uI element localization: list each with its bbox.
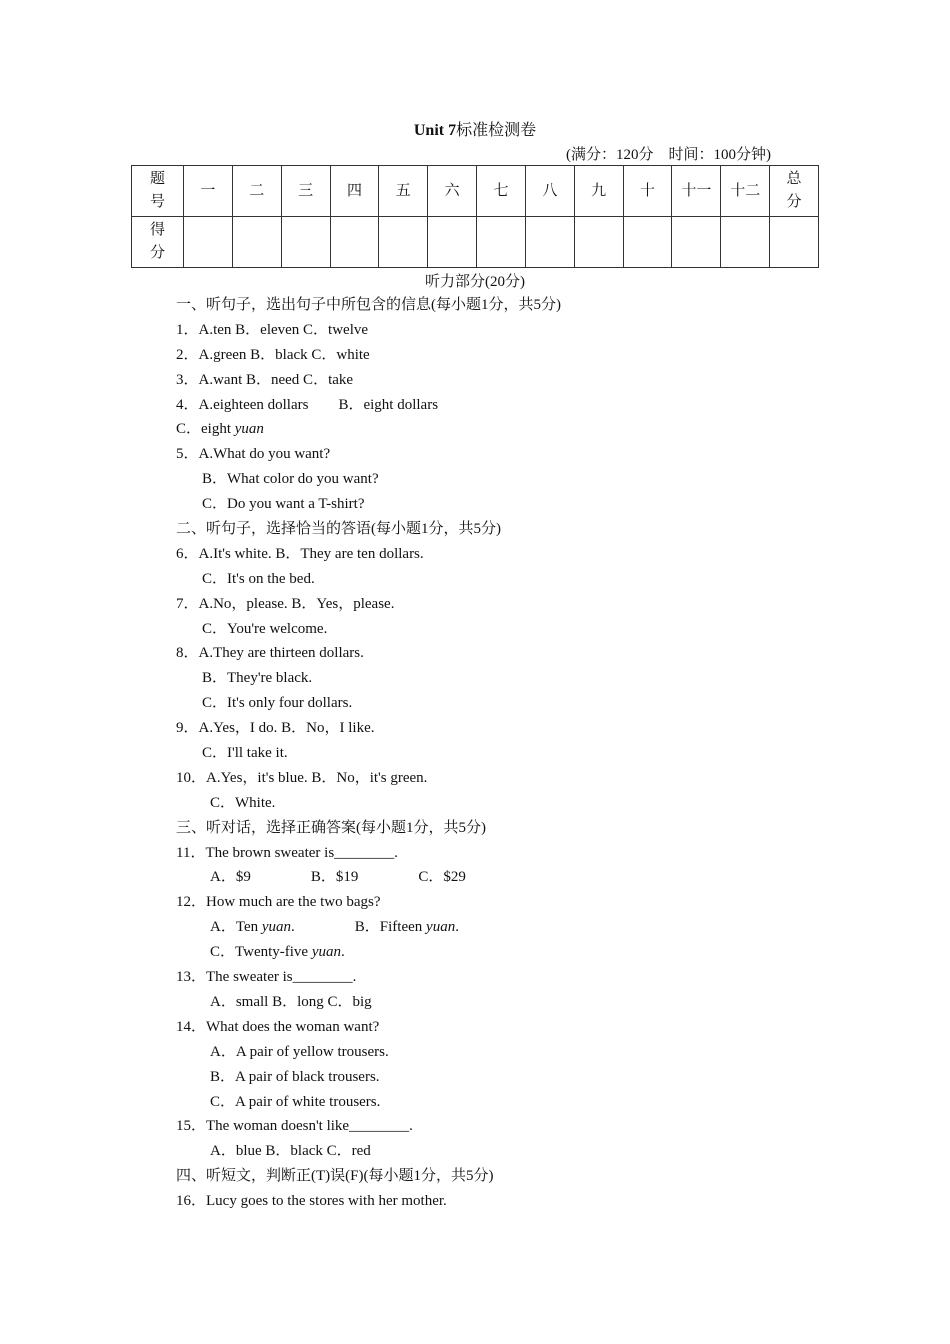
column-header: 一 bbox=[184, 166, 233, 217]
question-line: 16．Lucy goes to the stores with her mother. bbox=[176, 1193, 447, 1210]
section-heading: 三、听对话，选择正确答案(每小题1分，共5分) bbox=[176, 819, 486, 836]
score-cell bbox=[623, 217, 672, 268]
score-table-header-row bbox=[132, 166, 819, 217]
exam-meta: (满分：120分 时间：100分钟) bbox=[566, 147, 771, 163]
question-list bbox=[176, 293, 816, 1214]
question-line: C．A pair of white trousers. bbox=[210, 1093, 381, 1110]
question-line: 12．How much are the two bags? bbox=[176, 894, 381, 911]
question-line: A．$9 B．$19 C．$29 bbox=[210, 869, 466, 886]
question-line: 3．A.want B．need C．take bbox=[176, 371, 354, 388]
score-cell bbox=[330, 217, 379, 268]
score-cell bbox=[281, 217, 330, 268]
question-line: C．It's only four dollars. bbox=[202, 695, 353, 712]
page-title bbox=[0, 117, 950, 140]
question-line: C．eight yuan bbox=[176, 421, 264, 438]
score-cell bbox=[379, 217, 428, 268]
question-line: B．What color do you want? bbox=[202, 471, 379, 488]
question-line: 5．A.What do you want? bbox=[176, 446, 331, 463]
row-label-tihao: 题 号 bbox=[132, 166, 184, 217]
column-header: 十 bbox=[623, 166, 672, 217]
section-heading: 二、听句子，选择恰当的答语(每小题1分，共5分) bbox=[176, 521, 501, 538]
score-cell bbox=[672, 217, 721, 268]
column-header: 十一 bbox=[672, 166, 721, 217]
question-line: 6．A.It's white. B．They are ten dollars. bbox=[176, 545, 424, 562]
question-line: 11．The brown sweater is________. bbox=[176, 844, 398, 861]
column-header: 六 bbox=[428, 166, 477, 217]
listening-section-title: 听力部分(20分) bbox=[425, 274, 525, 290]
section-heading: 四、听短文，判断正(T)误(F)(每小题1分，共5分) bbox=[176, 1168, 494, 1185]
question-line: B．They're black. bbox=[202, 670, 313, 687]
question-line: 7．A.No，please. B．Yes，please. bbox=[176, 595, 395, 612]
column-header: 十二 bbox=[721, 166, 770, 217]
title-unit: Unit 7 bbox=[413, 122, 457, 139]
score-cell-total bbox=[770, 217, 819, 268]
question-line: A．Ten yuan. B．Fifteen yuan. bbox=[210, 919, 459, 936]
score-cell bbox=[232, 217, 281, 268]
question-line: C．You're welcome. bbox=[202, 620, 328, 637]
question-line: A．A pair of yellow trousers. bbox=[210, 1043, 389, 1060]
column-header: 七 bbox=[477, 166, 526, 217]
score-cell bbox=[574, 217, 623, 268]
score-cell bbox=[721, 217, 770, 268]
question-line: C．Twenty-five yuan. bbox=[210, 944, 345, 961]
question-line: A．blue B．black C．red bbox=[210, 1143, 371, 1160]
column-header-total: 总 分 bbox=[770, 166, 819, 217]
question-line: 10．A.Yes，it's blue. B．No，it's green. bbox=[176, 769, 428, 786]
column-header: 九 bbox=[574, 166, 623, 217]
question-line: C．Do you want a T-shirt? bbox=[202, 496, 365, 513]
question-line: 14．What does the woman want? bbox=[176, 1018, 380, 1035]
question-line: C．White. bbox=[210, 794, 276, 811]
score-cell bbox=[428, 217, 477, 268]
score-table-score-row bbox=[132, 217, 819, 268]
score-cell bbox=[525, 217, 574, 268]
score-cell bbox=[477, 217, 526, 268]
row-label-defen: 得 分 bbox=[132, 217, 184, 268]
question-line: 13．The sweater is________. bbox=[176, 969, 357, 986]
question-line: C．It's on the bed. bbox=[202, 570, 315, 587]
question-line: A．small B．long C．big bbox=[210, 993, 372, 1010]
score-table bbox=[131, 165, 819, 268]
question-line: 2．A.green B．black C．white bbox=[176, 346, 370, 363]
question-line: C．I'll take it. bbox=[202, 745, 288, 762]
section-heading: 一、听句子，选出句子中所包含的信息(每小题1分，共5分) bbox=[176, 297, 561, 313]
question-line: 4．A.eighteen dollars B．eight dollars bbox=[176, 396, 439, 413]
question-line: 9．A.Yes，I do. B．No，I like. bbox=[176, 720, 375, 737]
column-header: 二 bbox=[232, 166, 281, 217]
question-line: B．A pair of black trousers. bbox=[210, 1068, 380, 1085]
column-header: 五 bbox=[379, 166, 428, 217]
column-header: 八 bbox=[525, 166, 574, 217]
title-rest: 标准检测卷 bbox=[456, 122, 537, 139]
question-line: 8．A.They are thirteen dollars. bbox=[176, 645, 364, 662]
question-line: 15．The woman doesn't like________. bbox=[176, 1118, 413, 1135]
question-line: 1．A.ten B．eleven C．twelve bbox=[176, 321, 369, 338]
score-cell bbox=[184, 217, 233, 268]
column-header: 四 bbox=[330, 166, 379, 217]
column-header: 三 bbox=[281, 166, 330, 217]
